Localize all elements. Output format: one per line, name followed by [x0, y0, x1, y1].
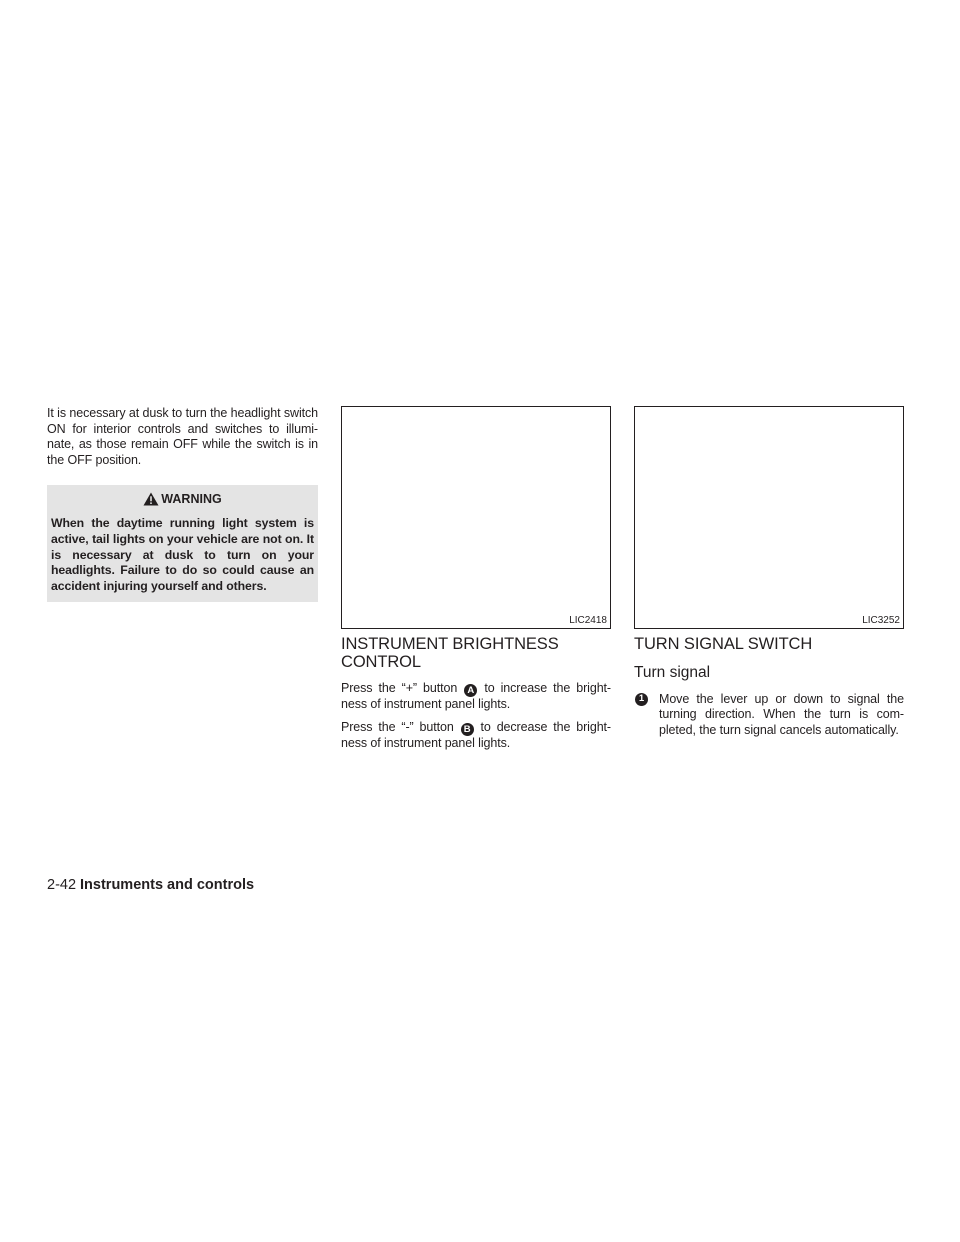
section-heading — [341, 636, 611, 671]
callout-b-badge: B — [461, 723, 474, 736]
figure-code: LIC3252 — [862, 615, 900, 626]
increase-paragraph — [341, 681, 611, 713]
callout-a-badge: A — [464, 684, 477, 697]
intro-paragraph: It is necessary at dusk to turn the headlight switch ON for interior controls and switches to illumi- nate, as those remain OFF while the switch is in the OFF position. — [47, 406, 318, 467]
warning-header — [51, 492, 314, 506]
figure-instrument-brightness — [341, 406, 611, 629]
step-text: Move the lever up or down to signal the turning direction. When the turn is com- pleted, the turn signal cancels automatically. — [659, 691, 904, 737]
instrument-brightness-section — [341, 636, 611, 752]
page-number: 2-42 — [47, 877, 77, 893]
turn-signal-section — [634, 636, 904, 738]
warning-box — [47, 485, 318, 602]
warning-text: When the daytime running light system is active, tail lights on your vehicle are not on. It is necessary at dusk to turn on your headlights. Failure to do so could cause an accident injuring yourself and others. — [51, 516, 314, 593]
subsection-heading: Turn signal — [634, 663, 711, 681]
increase-text-before: Press the “+” button — [341, 681, 458, 695]
decrease-paragraph — [341, 720, 611, 752]
figure-turn-signal — [634, 406, 904, 629]
heading-line-2: CONTROL — [341, 652, 421, 671]
page-footer — [47, 877, 254, 894]
footer-section-name: Instruments and controls — [80, 877, 255, 893]
increase-text-after: to increase the bright- ness of instrument panel lights. — [341, 681, 611, 712]
warning-title: WARNING — [161, 492, 222, 507]
heading-line-1: INSTRUMENT BRIGHTNESS — [341, 635, 559, 653]
warning-triangle-icon — [143, 492, 159, 506]
step-number — [634, 692, 659, 739]
step-1-badge: 1 — [635, 693, 648, 706]
section-heading: TURN SIGNAL SWITCH — [634, 635, 813, 653]
left-column — [47, 406, 318, 602]
decrease-text-after: to decrease the bright- ness of instrument panel lights. — [341, 719, 611, 751]
decrease-text-before: Press the “-” button — [341, 719, 454, 734]
figure-code: LIC2418 — [569, 615, 607, 626]
step-item — [634, 692, 904, 739]
